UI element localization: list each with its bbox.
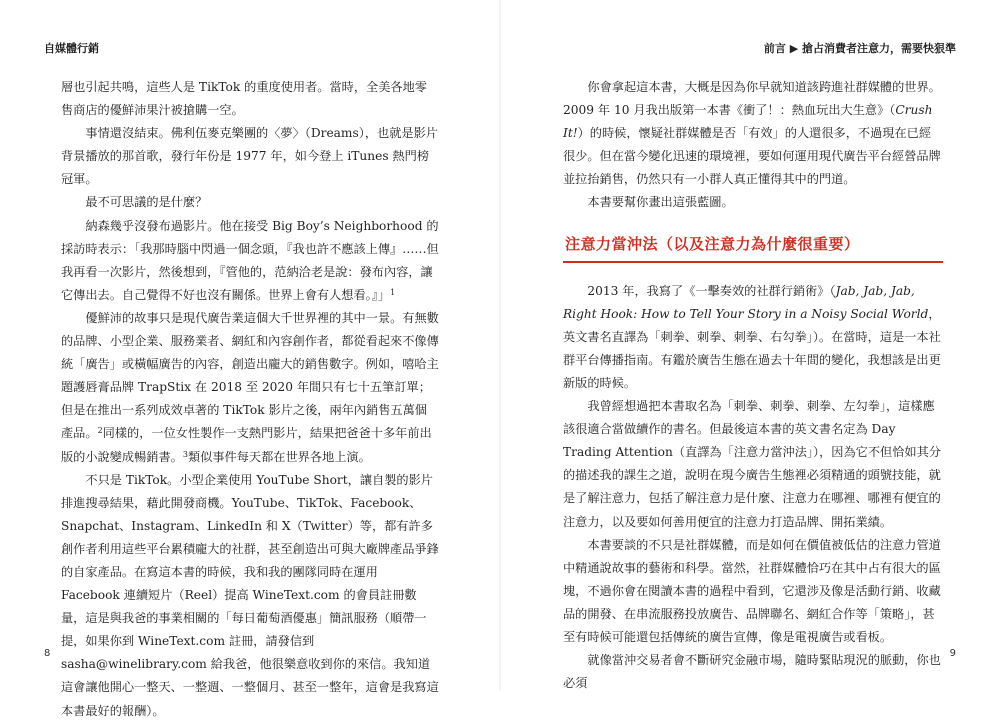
right-page-body xyxy=(563,76,941,695)
book-title-italic: Jab, Jab, Jab, Right Hook: How to Tell Your Story in a Noisy Social World xyxy=(563,283,929,321)
section-heading-block xyxy=(563,229,941,269)
paragraph-text: ，英文書名直譯為「刺拳、刺拳、刺拳、右勾拳」）。在當時，這是一本社群平台傳播指南。有鑑於廣告生態在過去十年間的變化，我想該是出更新版的時候。 xyxy=(563,306,941,390)
left-page xyxy=(0,0,500,718)
book-title-italic: Crush It! xyxy=(563,103,933,141)
footnote-ref[interactable]: 3 xyxy=(182,449,188,459)
paragraph xyxy=(563,280,941,395)
paragraph: 事情還沒結束。佛利伍麥克樂團的〈夢〉（Dreams），也就是影片背景播放的那首歌，發行年份是 1977 年，如今登上 iTunes 熱門榜冠軍。 xyxy=(61,126,438,187)
running-head-right: 前言 ▶ 搶占消費者注意力，需要快狠準 xyxy=(763,42,956,55)
paragraph xyxy=(563,76,941,191)
left-page-body xyxy=(61,76,439,723)
paragraph-text: 同樣的，一位女性製作一支熱門影片，結果把爸爸十多年前出版的小說變成暢銷書。 xyxy=(61,426,432,464)
footnote-ref[interactable]: 2 xyxy=(97,426,103,436)
paragraph-text: 納森幾乎沒發布過影片。他在接受 Big Boy’s Neighborhood 的採訪時表示：「我那時腦中閃過一個念頭，『我也許不應該上傳』……但我再看一次影片，然後想到，『管他的，范納洽老是說：發布內容，讓它傳出去。自己覺得不好也沒有關係。世界上會有人想看。』」 xyxy=(61,218,439,302)
paragraph-text: 優鮮沛的故事只是現代廣告業這個大千世界裡的其中一景。有無數的品牌、小型企業、服務業者、網紅和內容創作者，都從看起來不像傳統「廣告」或橫幅廣告的內容，創造出龐大的銷售數字。例如，嘻哈主題護唇膏品牌 TrapStix 在 2018 至 2020 年間只有七十五筆訂單；但是在推出一系列成效卓著的 TikTok 影片之後，兩年內銷售五萬個產品。 xyxy=(61,310,439,441)
paragraph-text: 類似事件每天都在世界各地上演。 xyxy=(187,449,371,464)
paragraph-with-footnotes xyxy=(61,307,439,469)
page-number-left: 8 xyxy=(44,648,51,659)
section-heading: 注意力當沖法（以及注意力為什麼很重要） xyxy=(565,234,860,253)
paragraph-text: ）的時候，懷疑社群媒體是否「有效」的人還很多，不過現在已經很少。但在當今變化迅速的環境裡，要如何運用現代廣告平台經營品牌並拉抬銷售，仍然只有一小群人真正懂得其中的門道。 xyxy=(563,126,941,187)
paragraph: 我曾經想過把本書取名為「刺拳、刺拳、刺拳、左勾拳」，這樣應該很適合當做續作的書名。但最後這本書的英文書名定為 Day Trading Attention（直譯為「注意力當沖法」），因為它不但恰如其分的描述我的課生之道，說明在現今廣告生態裡必須精通的頭號技能，就是了解注意力，包括了解注意力是什麼、注意力在哪裡、哪裡有便宜的注意力，以及要如何善用便宜的注意力打造品牌、開拓業績。 xyxy=(563,399,941,529)
paragraph: 不只是 TikTok。小型企業使用 YouTube Short，讓自製的影片排進搜尋結果，藉此開發商機。YouTube、TikTok、Facebook、Snapchat、Instagram、LinkedIn 和 X（Twitter）等，都有許多創作者利用這些平台累積龐大的社群，甚至創造出可與大廠牌產品爭鋒的自家產品。在寫這本書的時候，我和我的團隊同時在運用 Facebook 連續短片（Reel）提高 WineText.com 的會員註冊數量，這是與我爸的事業相關的「每日葡萄酒優惠」簡訊服務（順帶一提，如果你到 WineText.com 註冊，請發信到 sasha@winelibrary.com 給我爸，他很樂意收到你的來信。我知道這會讓他開心一整天、一整週、一整個月、甚至一整年，這會是我寫這本書最好的報酬）。 xyxy=(61,472,439,718)
footnote-ref[interactable]: 1 xyxy=(390,287,396,297)
paragraph-text: 2013 年，我寫了《一擊奏效的社群行銷術》（ xyxy=(587,283,836,298)
paragraph: 層也引起共鳴，這些人是 TikTok 的重度使用者。當時，全美各地零售商店的優鮮沛果汁被搶購一空。 xyxy=(61,80,427,118)
page-number-right: 9 xyxy=(949,648,956,659)
paragraph-text: 你會拿起這本書，大概是因為你早就知道該跨進社群媒體的世界。2009 年 10 月我出版第一本書《衝了！：熱血玩出大生意》（ xyxy=(563,80,941,118)
paragraph: 本書要幫你畫出這張藍圖。 xyxy=(587,195,734,210)
paragraph-with-footnote xyxy=(61,215,439,307)
paragraph: 本書要談的不只是社群媒體，而是如何在價值被低估的注意力管道中精通說故事的藝術和科學。當然，社群媒體恰巧在其中占有很大的區塊，不過你會在閱讀本書的過程中看到，它還涉及像是活動行銷、收藏品的開發、在串流服務投放廣告、品牌聯名、網紅合作等「策略」，甚至有時候可能還包括傳統的廣告宣傳，像是電視廣告或看板。 xyxy=(563,537,941,644)
paragraph: 最不可思議的是什麼？ xyxy=(85,195,208,210)
paragraph: 就像當沖交易者會不斷研究金融市場，隨時緊貼現況的脈動，你也必須 xyxy=(563,653,941,691)
running-head-left: 自媒體行銷 xyxy=(44,42,99,55)
heading-underline xyxy=(563,261,943,263)
right-page xyxy=(500,0,1000,690)
